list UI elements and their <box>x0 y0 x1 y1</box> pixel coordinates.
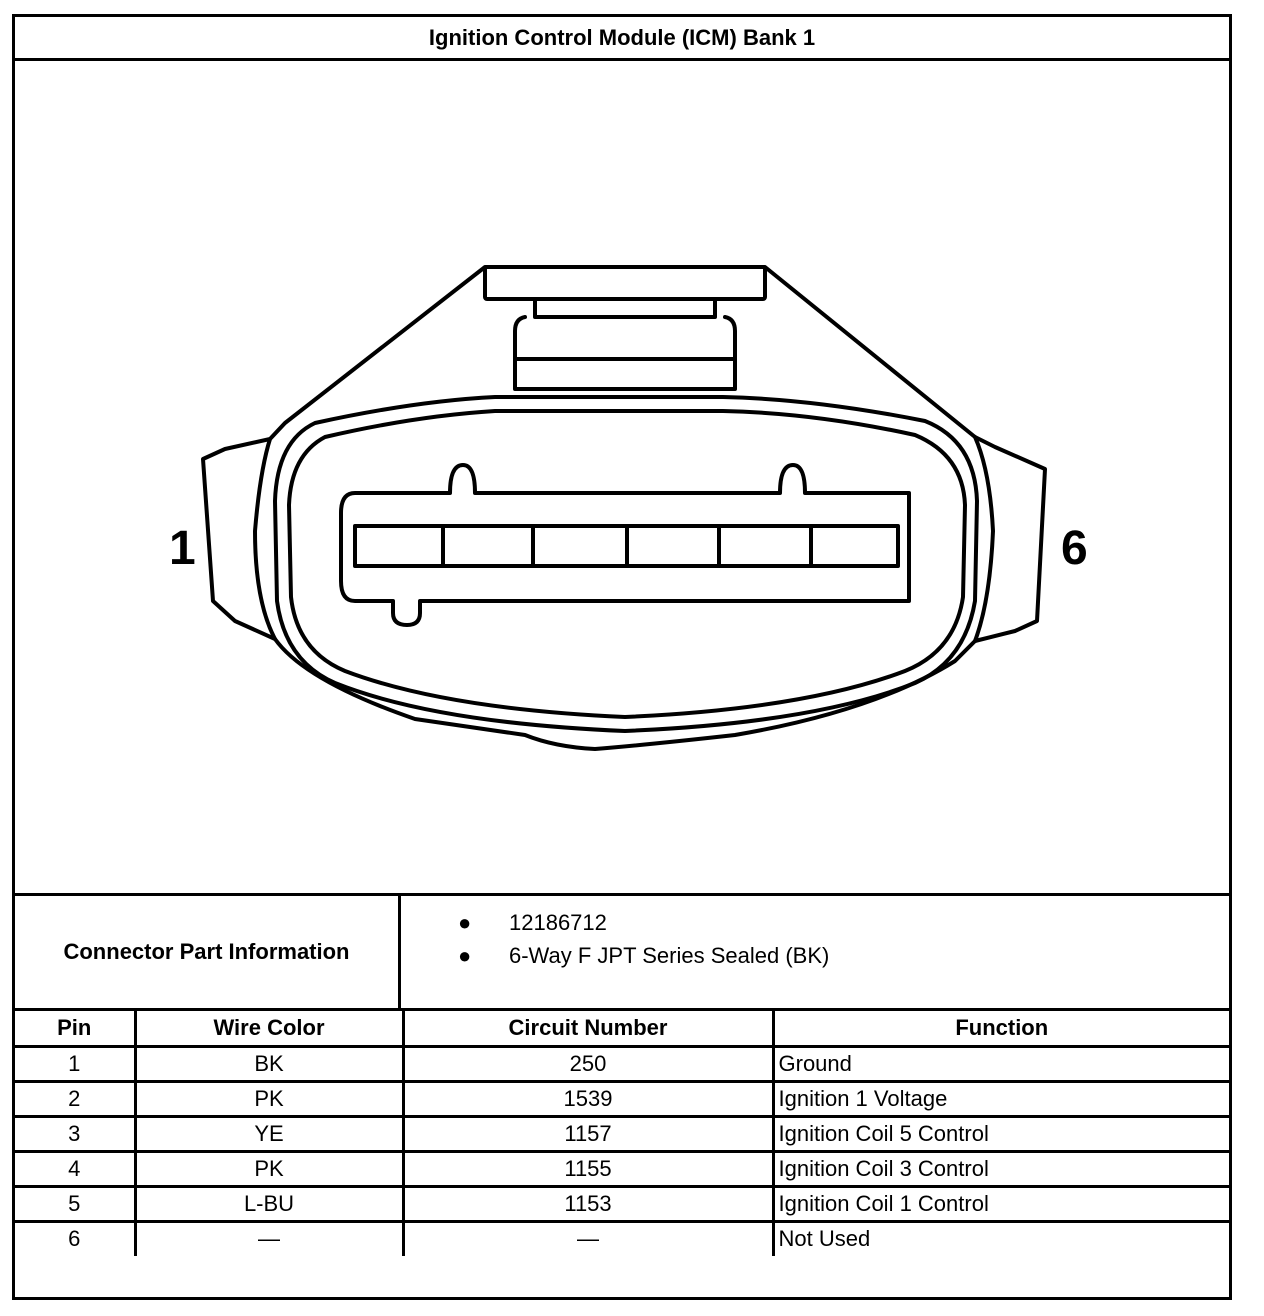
table-row <box>15 1046 1229 1081</box>
function-cell: Ignition Coil 1 Control <box>773 1186 1229 1221</box>
circuit-cell: 1153 <box>403 1186 773 1221</box>
table-row <box>15 1116 1229 1151</box>
connector-ear-left <box>255 439 275 639</box>
circuit-cell: 1157 <box>403 1116 773 1151</box>
bullet-icon: ● <box>458 943 472 968</box>
header-pin: Pin <box>15 1011 135 1046</box>
pin-cell: 4 <box>15 1151 135 1186</box>
pin-cell: 3 <box>15 1116 135 1151</box>
connector-description: 6-Way F JPT Series Sealed (BK) <box>509 943 830 968</box>
function-cell: Ignition Coil 3 Control <box>773 1151 1229 1186</box>
connector-sheet <box>12 14 1232 1300</box>
pin-1-label: 1 <box>169 522 196 575</box>
part-info-item <box>401 939 829 972</box>
bullet-icon: ● <box>458 910 472 935</box>
table-row <box>15 1186 1229 1221</box>
wire-color-cell: L-BU <box>135 1186 403 1221</box>
function-cell: Ground <box>773 1046 1229 1081</box>
connector-drawing <box>15 61 1229 893</box>
header-function: Function <box>773 1011 1229 1046</box>
function-cell: Ignition 1 Voltage <box>773 1081 1229 1116</box>
connector-latch-top <box>485 267 765 299</box>
part-number: 12186712 <box>509 910 607 935</box>
pin-cell: 2 <box>15 1081 135 1116</box>
function-cell: Not Used <box>773 1221 1229 1256</box>
pin-6-label: 6 <box>1061 522 1088 575</box>
circuit-cell: — <box>403 1221 773 1256</box>
header-circuit-number: Circuit Number <box>403 1011 773 1046</box>
wire-color-cell: BK <box>135 1046 403 1081</box>
connector-outer-housing <box>203 267 1045 749</box>
connector-latch-stem <box>535 299 715 317</box>
function-cell: Ignition Coil 5 Control <box>773 1116 1229 1151</box>
pin-cell: 1 <box>15 1046 135 1081</box>
pin-cell: 6 <box>15 1221 135 1256</box>
wire-color-cell: PK <box>135 1151 403 1186</box>
wire-color-cell: — <box>135 1221 403 1256</box>
wire-color-cell: PK <box>135 1081 403 1116</box>
table-header-row <box>15 1011 1229 1046</box>
table-row <box>15 1221 1229 1256</box>
connector-part-info <box>15 893 1229 1011</box>
circuit-cell: 1155 <box>403 1151 773 1186</box>
sheet-title: Ignition Control Module (ICM) Bank 1 <box>15 17 1229 61</box>
part-info-item <box>401 906 829 939</box>
pin-cell: 5 <box>15 1186 135 1221</box>
table-row <box>15 1081 1229 1116</box>
connector-face-svg <box>15 61 1229 893</box>
circuit-cell: 250 <box>403 1046 773 1081</box>
connector-lock-tab <box>515 317 735 389</box>
circuit-cell: 1539 <box>403 1081 773 1116</box>
table-row <box>15 1151 1229 1186</box>
pinout-table <box>15 1011 1229 1256</box>
part-info-label: Connector Part Information <box>15 896 401 1008</box>
part-info-list <box>401 906 829 972</box>
header-wire-color: Wire Color <box>135 1011 403 1046</box>
wire-color-cell: YE <box>135 1116 403 1151</box>
